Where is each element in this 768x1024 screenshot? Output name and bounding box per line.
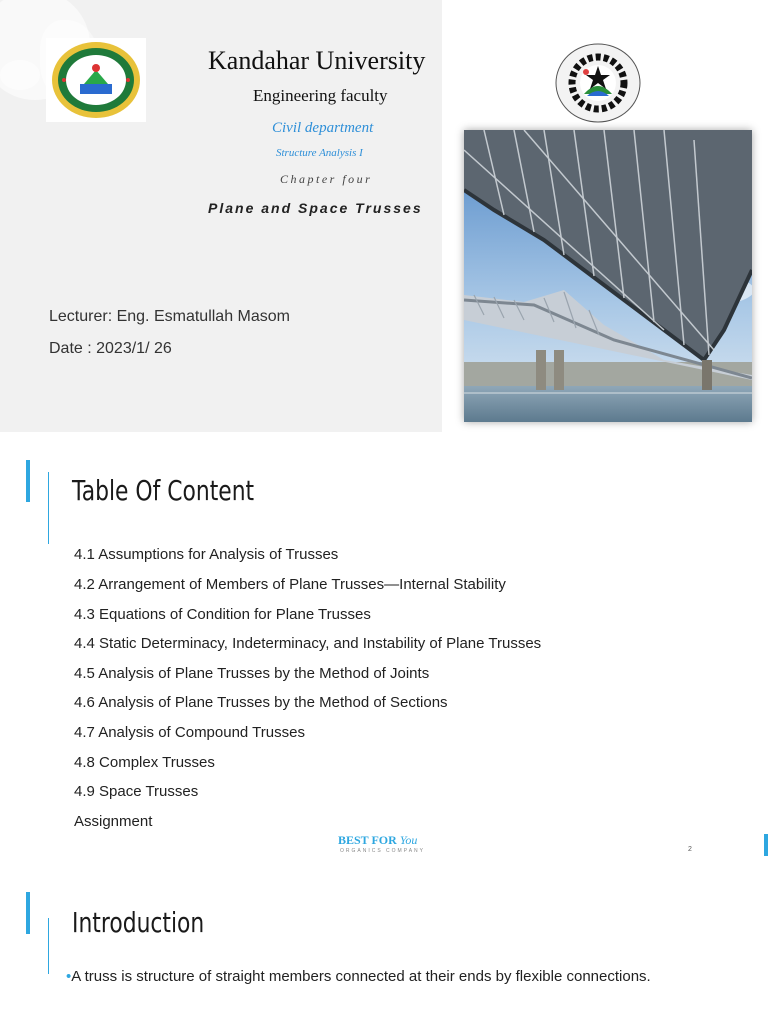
engineering-faculty-logo	[552, 42, 644, 124]
accent-bar	[764, 834, 768, 856]
toc-item: 4.5 Analysis of Plane Trusses by the Method of Joints	[74, 665, 430, 682]
toc-item: 4.7 Analysis of Compound Trusses	[74, 724, 305, 741]
course-name: Structure Analysis I	[276, 147, 363, 159]
page-number: 2	[688, 846, 692, 853]
table-of-content-slide	[0, 432, 768, 864]
bullet-dot-icon: •	[66, 968, 72, 985]
toc-item: 4.6 Analysis of Plane Trusses by the Method of Sections	[74, 694, 448, 711]
brand-main-text: BEST FOR	[338, 833, 400, 847]
toc-item: 4.4 Static Determinacy, Indeterminacy, and Instability of Plane Trusses	[74, 635, 542, 652]
brand-logo	[338, 833, 417, 848]
university-name: Kandahar University	[208, 46, 426, 75]
brand-you-text: You	[399, 833, 418, 847]
toc-item: 4.2 Arrangement of Members of Plane Trusses—Internal Stability	[74, 576, 506, 593]
introduction-slide	[0, 864, 768, 1024]
toc-item: Assignment	[74, 813, 153, 830]
faculty-name: Engineering faculty	[253, 86, 388, 105]
accent-bar	[26, 460, 30, 502]
watermark-shape	[0, 60, 40, 90]
toc-item: 4.9 Space Trusses	[74, 783, 199, 800]
date-line: Date : 2023/1/ 26	[49, 340, 172, 357]
accent-bar	[26, 892, 30, 934]
bullet-item	[66, 967, 686, 987]
department-name: Civil department	[272, 120, 374, 136]
accent-line	[48, 472, 49, 544]
accent-line	[48, 918, 49, 974]
chapter-label: Chapter four	[280, 172, 373, 186]
introduction-title: Introduction	[72, 906, 205, 939]
toc-item: 4.3 Equations of Condition for Plane Trusses	[74, 606, 371, 623]
truss-bridge-photo	[464, 130, 752, 422]
university-logo	[46, 38, 146, 122]
bullet-text: A truss is structure of straight members connected at their ends by flexible connections.	[71, 968, 651, 985]
toc-item: 4.8 Complex Trusses	[74, 754, 215, 771]
brand-subtitle: ORGANICS COMPANY	[340, 848, 425, 854]
toc-item: 4.1 Assumptions for Analysis of Trusses	[74, 546, 339, 563]
lecturer-line: Lecturer: Eng. Esmatullah Masom	[49, 308, 290, 325]
presentation-title: Plane and Space Trusses	[208, 200, 423, 216]
toc-title: Table Of Content	[72, 474, 255, 507]
title-slide	[0, 0, 768, 432]
